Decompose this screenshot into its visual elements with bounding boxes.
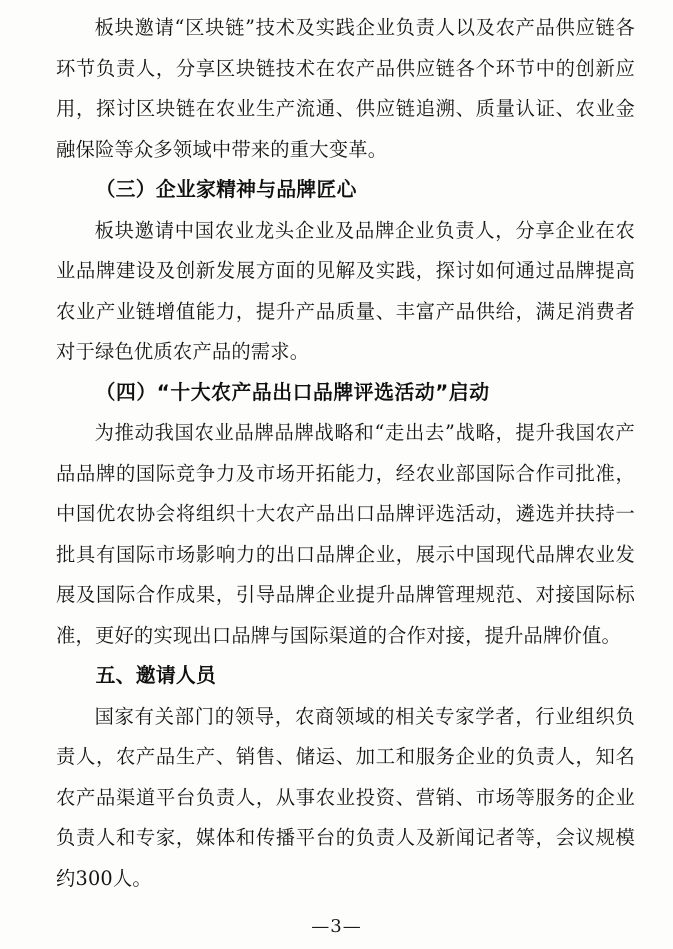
- heading-section-five-invitees: 五、邀请人员: [95, 664, 217, 687]
- heading-section-four: （四）“十大农产品出口品牌评选活动”启动: [95, 380, 490, 404]
- heading-section-three: （三）企业家精神与品牌匠心: [95, 178, 357, 201]
- paragraph-entrepreneur-spirit: 板块邀请中国农业龙头企业及品牌企业负责人，分享企业在农业品牌建设及创新发展方面的见解及实践，探讨如何通过品牌提高农业产业链增值能力，提升产品质量、丰富产品供给，满足消费者对于绿色优质农产品的需求。: [56, 218, 635, 363]
- paragraph-blockchain-session: 板块邀请“区块链”技术及实践企业负责人以及农产品供应链各环节负责人，分享区块链技术在农产品供应链各个环节中的创新应用，探讨区块链在农业生产流通、供应链追溯、质量认证、农业金融保险等众多领域中带来的重大变革。: [56, 16, 635, 161]
- paragraph-export-brand-selection: 为推动我国农业品牌品牌战略和“走出去”战略，提升我国农产品品牌的国际竞争力及市场开拓能力，经农业部国际合作司批准，中国优农协会将组织十大农产品出口品牌评选活动，遴选并扶持一批具有国际市场影响力的出口品牌企业，展示中国现代品牌农业发展及国际合作成果，引导品牌企业提升品牌管理规范、对接国际标准，更好的实现出口品牌与国际渠道的合作对接，提升品牌价值。: [56, 421, 635, 647]
- page-number: —3—: [311, 916, 362, 937]
- paragraph-invitee-list: 国家有关部门的领导，农商领域的相关专家学者，行业组织负责人，农产品生产、销售、储运、加工和服务企业的负责人，知名农产品渠道平台负责人，从事农业投资、营销、市场等服务的企业负责人和专家，媒体和传播平台的负责人及新闻记者等，会议规模约300人。: [56, 704, 635, 890]
